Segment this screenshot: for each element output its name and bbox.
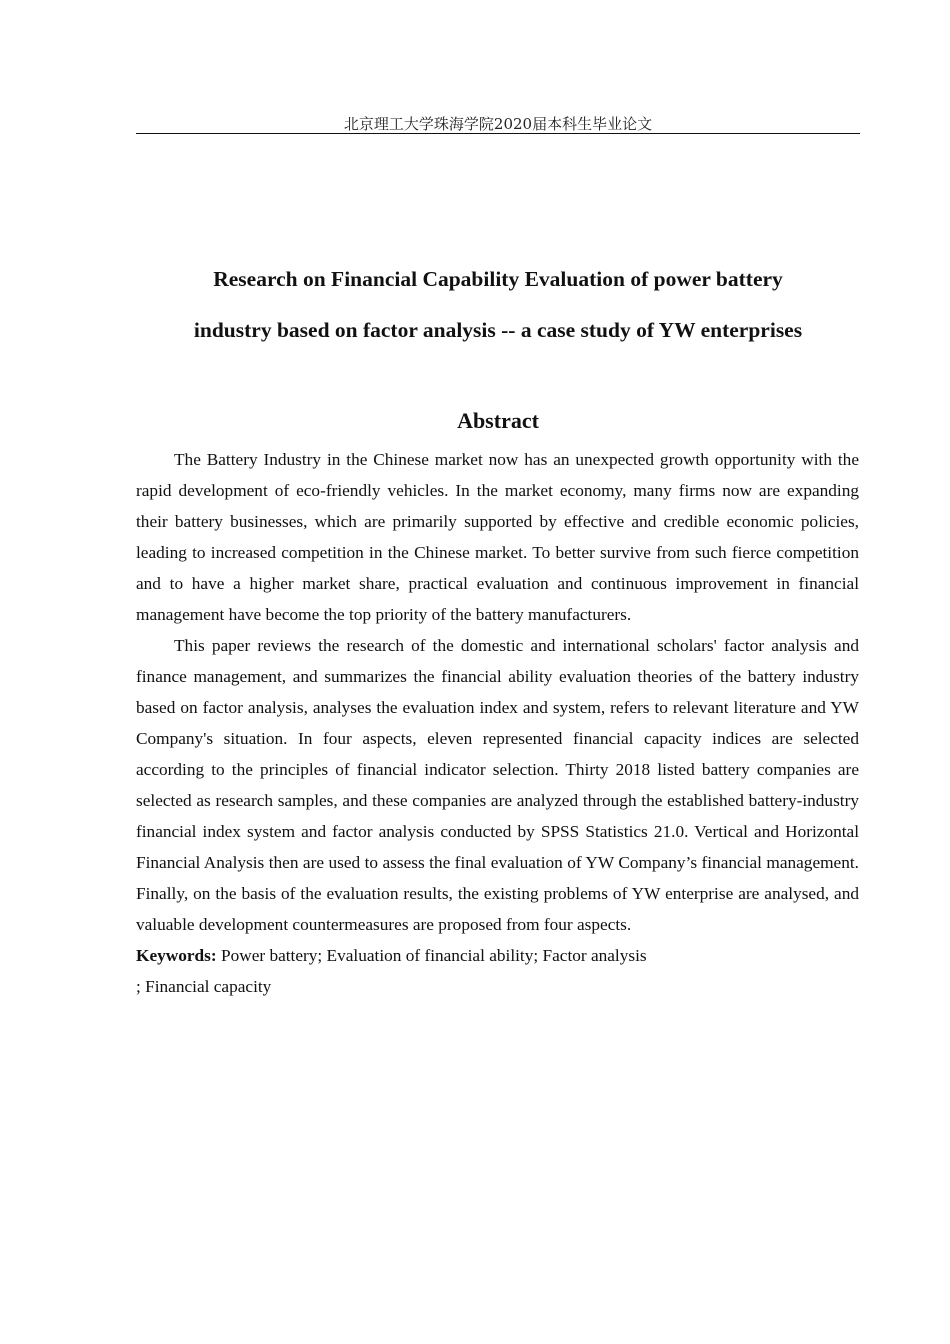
- keywords-list-line-1: Power battery; Evaluation of financial ability; Factor analysis: [216, 946, 647, 965]
- keywords: [136, 940, 859, 971]
- keywords-label: Keywords:: [136, 946, 217, 965]
- abstract-body: [136, 444, 859, 1002]
- keywords-list-line-2: ; Financial capacity: [136, 977, 272, 996]
- paper-title: [136, 254, 860, 356]
- header-rule: [136, 133, 860, 134]
- paper-title-line-2: industry based on factor analysis -- a case study of YW enterprises: [193, 318, 803, 342]
- paper-title-line-1: Research on Financial Capability Evaluation of power battery: [213, 267, 783, 291]
- running-header: 北京理工大学珠海学院2020届本科生毕业论文: [343, 115, 653, 133]
- abstract-heading: Abstract: [457, 408, 539, 433]
- abstract-paragraph-2: This paper reviews the research of the domestic and international scholars' factor analysis and finance management, and summarizes the financial ability evaluation theories of the battery industry based on factor analysis, analyses the evaluation index and system, refers to relevant literature and YW Company's situation. In four aspects, eleven represented financial capacity indices are selected according to the principles of financial indicator selection. Thirty 2018 listed battery companies are selected as research samples, and these companies are analyzed through the established battery-industry financial index system and factor analysis conducted by SPSS Statistics 21.0. Vertical and Horizontal Financial Analysis then are used to assess the final evaluation of YW Company’s financial management. Finally, on the basis of the evaluation results, the existing problems of YW enterprise are analysed, and valuable development countermeasures are proposed from four aspects.: [136, 636, 859, 934]
- abstract-paragraph-1: The Battery Industry in the Chinese market now has an unexpected growth opportunity with the rapid development of eco-friendly vehicles. In the market economy, many firms now are expanding their battery businesses, which are primarily supported by effective and credible economic policies, leading to increased competition in the Chinese market. To better survive from such fierce competition and to have a higher market share, practical evaluation and continuous improvement in financial management have become the top priority of the battery manufacturers.: [136, 450, 859, 624]
- keywords-continuation: [136, 971, 859, 1002]
